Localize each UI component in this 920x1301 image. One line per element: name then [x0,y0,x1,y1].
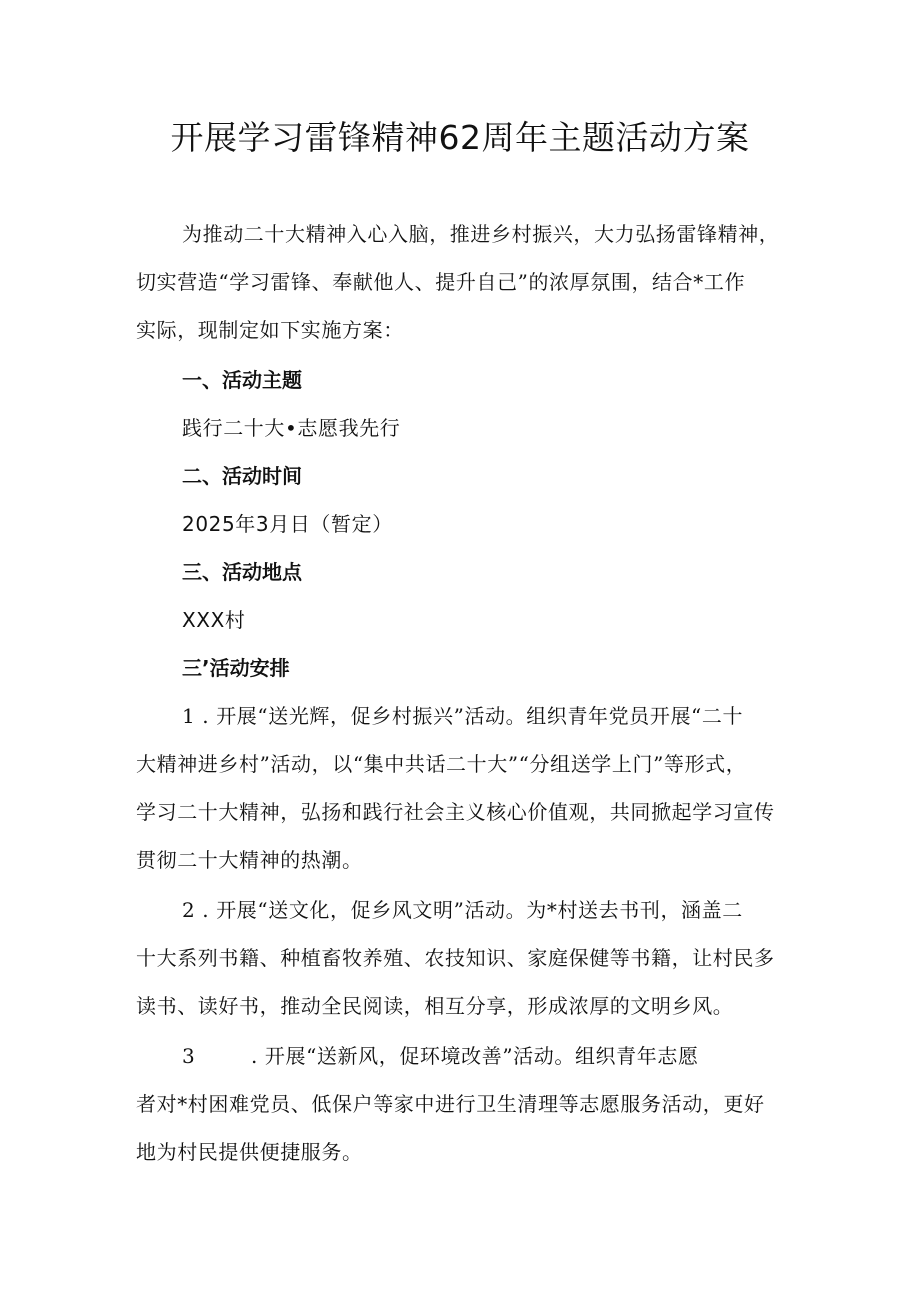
intro-line-1: 为推动二十大精神入心入脑，推进乡村振兴，大力弘扬雷锋精神， [182,222,780,246]
item-2-line-2: 十大系列书籍、种植畜牧养殖、农技知识、家庭保健等书籍，让村民多 [136,946,775,970]
item-3-line-3: 地为村民提供便捷服务。 [136,1140,363,1164]
section-heading-time: 二、活动时间 [182,464,302,488]
item-2-line-3: 读书、读好书，推动全民阅读，相互分享，形成浓厚的文明乡风。 [136,994,734,1018]
section-heading-location: 三、活动地点 [182,560,302,584]
item-1-line-1: 1 . 开展“送光辉，促乡村振兴”活动。组织青年党员开展“二十 [182,704,744,728]
item-1-line-4: 贯彻二十大精神的热潮。 [136,848,363,872]
item-3-line-1: 3 . 开展“送新风，促环境改善”活动。组织青年志愿 [182,1044,699,1068]
item-3-line-2: 者对*村困难党员、低保户等家中进行卫生清理等志愿服务活动，更好 [136,1092,765,1116]
item-1-line-2: 大精神进乡村”活动，以“集中共话二十大”“分组送学上门”等形式， [136,752,747,776]
section-content-time: 2025年3月日（暂定） [182,512,393,536]
intro-line-2: 切实营造“学习雷锋、奉献他人、提升自己”的浓厚氛围，结合*工作 [136,270,746,294]
document-title: 开展学习雷锋精神62周年主题活动方案 [170,118,750,157]
section-heading-theme: 一、活动主题 [182,368,302,392]
intro-line-3: 实际，现制定如下实施方案： [136,318,404,342]
section-content-location: XXX村 [182,608,246,632]
item-1-line-3: 学习二十大精神，弘扬和践行社会主义核心价值观，共同掀起学习宣传 [136,800,775,824]
section-heading-arrangement: 三’活动安排 [182,656,290,680]
section-content-theme: 践行二十大•志愿我先行 [182,416,401,440]
item-2-line-1: 2 . 开展“送文化，促乡风文明”活动。为*村送去书刊，涵盖二 [182,898,743,922]
